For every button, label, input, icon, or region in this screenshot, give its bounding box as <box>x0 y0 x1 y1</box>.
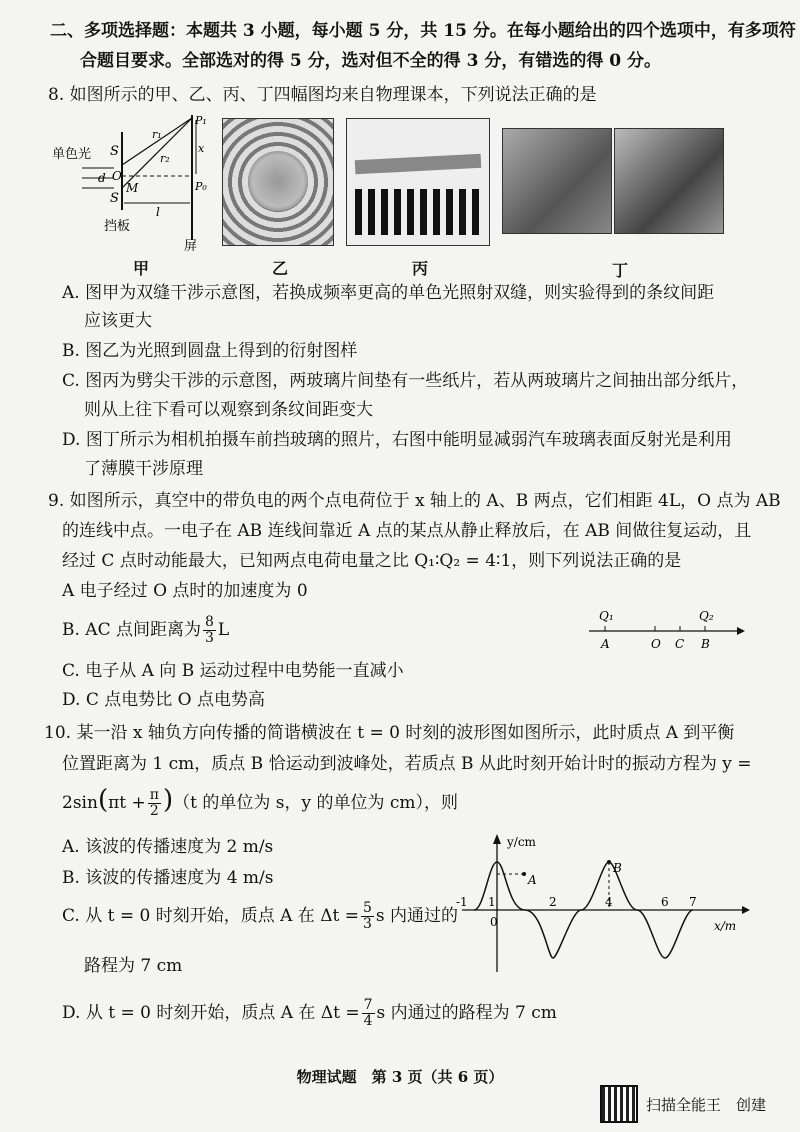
q10-stem-line2: 位置距离为 1 cm，质点 B 恰运动到波峰处，若质点 B 从此时刻开始计时的振动方程为 y = <box>62 754 752 774</box>
screen-label: 屏 <box>184 239 198 254</box>
q8-stem: 8. 如图所示的甲、乙、丙、丁四幅图均来自物理课本，下列说法正确的是 <box>48 85 597 105</box>
q8-option-a-line1: A. 图甲为双缝干涉示意图，若换成频率更高的单色光照射双缝，则实验得到的条纹间距 <box>62 283 715 303</box>
light-label: 单色光 <box>52 147 92 162</box>
svg-text:A: A <box>601 637 610 651</box>
svg-text:4: 4 <box>605 895 613 909</box>
svg-text:B: B <box>701 637 710 651</box>
caption-bing: 丙 <box>412 259 429 278</box>
q9-stem-line3: 经过 C 点时动能最大，已知两点电荷电量之比 Q₁∶Q₂ = 4∶1，则下列说法正确的是 <box>62 551 682 571</box>
qr-code-icon <box>600 1085 638 1123</box>
svg-text:S: S <box>110 144 119 159</box>
svg-text:O: O <box>651 637 661 651</box>
svg-text:0: 0 <box>490 915 498 929</box>
x-axis-label: x/m <box>714 919 737 933</box>
page-footer: 物理试题 第 3 页（共 6 页） <box>296 1068 504 1086</box>
scanner-watermark: 扫描全能王 创建 <box>600 1085 766 1123</box>
svg-text:S: S <box>110 191 119 206</box>
q10-option-d: D. 从 t = 0 时刻开始，质点 A 在 Δt = $\frac{7}{4}$ s 内通过的路程为 7 cm <box>62 997 557 1029</box>
q8-option-a-line2: 应该更大 <box>84 311 152 331</box>
q8-option-d-line2: 了薄膜干涉原理 <box>84 459 203 479</box>
svg-text:-1: -1 <box>456 895 468 909</box>
q9-stem-line2: 的连线中点。一电子在 AB 连线间靠近 A 点的某点从静止释放后，在 AB 间做往复运动，且 <box>62 521 752 541</box>
q10-stem-line1: 10. 某一沿 x 轴负方向传播的简谐横波在 t = 0 时刻的波形图如图所示，此时质点 A 到平衡 <box>44 723 735 743</box>
svg-text:Q₁: Q₁ <box>599 609 614 623</box>
svg-text:2: 2 <box>549 895 557 909</box>
svg-text:A: A <box>528 873 537 887</box>
svg-text:6: 6 <box>661 895 669 909</box>
q10-option-a: A. 该波的传播速度为 2 m/s <box>62 837 274 857</box>
q9-option-c: C. 电子从 A 向 B 运动过程中电势能一直减小 <box>62 661 404 681</box>
windshield-photo-left <box>502 128 612 234</box>
svg-text:P₁: P₁ <box>195 114 207 127</box>
q8-option-c-line2: 则从上往下看可以观察到条纹间距变大 <box>84 400 373 420</box>
baffle-label: 挡板 <box>104 219 131 234</box>
caption-ding: 丁 <box>612 261 629 280</box>
svg-text:O: O <box>112 169 122 183</box>
svg-text:P₀: P₀ <box>195 180 207 193</box>
diffraction-pattern-image <box>222 118 334 246</box>
q10-stem-line3: 2sin(πt + $\frac{\pi}{2}$ )（t 的单位为 s，y 的单位为 cm），则 <box>62 785 459 819</box>
svg-text:C: C <box>675 637 685 651</box>
q10-option-c-line2: 路程为 7 cm <box>84 956 183 976</box>
double-slit-diagram <box>52 110 212 260</box>
wave-graph <box>452 832 762 982</box>
q8-option-d-line1: D. 图丁所示为相机拍摄车前挡玻璃的照片，右图中能明显减弱汽车玻璃表面反射光是利用 <box>62 430 732 450</box>
q10-option-b: B. 该波的传播速度为 4 m/s <box>62 868 274 888</box>
q9-stem-line1: 9. 如图所示，真空中的带负电的两个点电荷位于 x 轴上的 A、B 两点，它们相距 4L，O 点为 AB <box>48 491 781 511</box>
svg-text:B: B <box>613 861 622 875</box>
q10-option-c-line1: C. 从 t = 0 时刻开始，质点 A 在 Δt = $\frac{5}{3}$ s 内通过的 <box>62 900 459 932</box>
wedge-interference-image <box>346 118 490 246</box>
caption-yi: 乙 <box>272 259 289 278</box>
svg-text:r₁: r₁ <box>152 128 162 141</box>
q9-option-b: B. AC 点间距离为 $\frac{8}{3}$ L <box>62 614 230 646</box>
q9-option-a: A 电子经过 O 点时的加速度为 0 <box>62 581 308 601</box>
windshield-photo-right <box>614 128 724 234</box>
svg-text:Q₂: Q₂ <box>699 609 714 623</box>
y-axis-label: y/cm <box>507 835 536 849</box>
svg-text:1: 1 <box>488 895 496 909</box>
svg-text:r₂: r₂ <box>160 152 170 165</box>
q8-option-b: B. 图乙为光照到圆盘上得到的衍射图样 <box>62 341 358 361</box>
charge-axis-diagram <box>585 606 745 656</box>
q9-option-d: D. C 点电势比 O 点电势高 <box>62 690 265 710</box>
section-title-line1: 二、多项选择题：本题共 3 小题，每小题 5 分，共 15 分。在每小题给出的四个选项中，有多项符 <box>50 21 796 41</box>
section-title-line2: 合题目要求。全部选对的得 5 分，选对但不全的得 3 分，有错选的得 0 分。 <box>80 51 661 71</box>
q8-option-c-line1: C. 图丙为劈尖干涉的示意图，两玻璃片间垫有一些纸片，若从两玻璃片之间抽出部分纸片， <box>62 371 749 391</box>
svg-text:7: 7 <box>689 895 697 909</box>
svg-text:x: x <box>198 142 205 155</box>
svg-text:l: l <box>156 205 160 219</box>
svg-text:d: d <box>98 171 106 185</box>
caption-jia: 甲 <box>133 259 150 278</box>
svg-text:M: M <box>126 181 139 195</box>
